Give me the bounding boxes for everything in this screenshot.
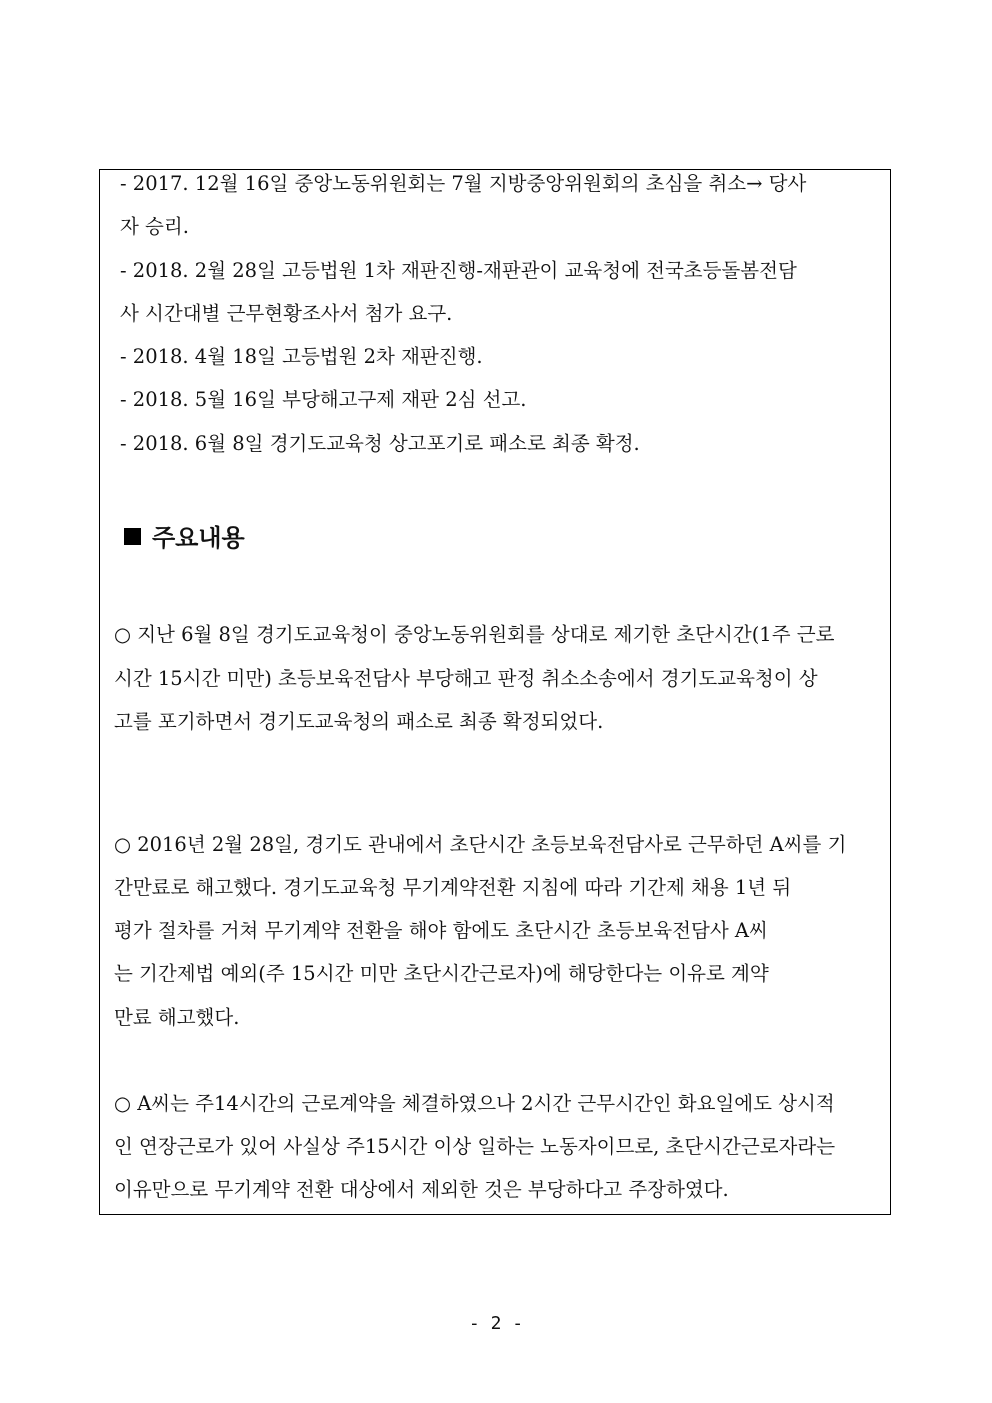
timeline-line: 자 승리. — [120, 215, 189, 238]
timeline-line: - 2018. 2월 28일 고등법원 1차 재판진행-재판관이 교육청에 전국초등돌봄전담 — [120, 259, 797, 282]
paragraph-line: 간만료로 해고했다. 경기도교육청 무기계약전환 지침에 따라 기간제 채용 1년 뒤 — [114, 876, 792, 899]
paragraph-line: ○ A씨는 주14시간의 근로계약을 체결하였으나 2시간 근무시간인 화요일에도 상시적 — [114, 1092, 835, 1115]
paragraph-line: 평가 절차를 거쳐 무기계약 전환을 해야 함에도 초단시간 초등보육전담사 A씨 — [114, 919, 768, 942]
paragraph-line: 시간 15시간 미만) 초등보육전담사 부당해고 판정 취소소송에서 경기도교육청이 상 — [114, 667, 818, 690]
paragraph-line: 만료 해고했다. — [114, 1006, 240, 1029]
timeline-line: - 2018. 5월 16일 부당해고구제 재판 2심 선고. — [120, 388, 527, 411]
paragraph-line: ○ 2016년 2월 28일, 경기도 관내에서 초단시간 초등보육전담사로 근무하던 A씨를 기 — [114, 833, 847, 856]
square-bullet-icon — [124, 528, 141, 545]
content-box — [99, 169, 891, 1215]
section-heading-text: 주요내용 — [152, 524, 245, 552]
paragraph-line: 고를 포기하면서 경기도교육청의 패소로 최종 확정되었다. — [114, 710, 604, 733]
timeline-line: 사 시간대별 근무현황조사서 첨가 요구. — [120, 302, 453, 325]
timeline-line: - 2017. 12월 16일 중앙노동위원회는 7월 지방중앙위원회의 초심을 취소→ 당사 — [120, 172, 807, 195]
section-heading — [124, 521, 245, 555]
paragraph-line: 는 기간제법 예외(주 15시간 미만 초단시간근로자)에 해당한다는 이유로 계약 — [114, 962, 769, 985]
page-number: - 2 - — [468, 1313, 524, 1334]
timeline-line: - 2018. 6월 8일 경기도교육청 상고포기로 패소로 최종 확정. — [120, 432, 640, 455]
paragraph-line: 이유만으로 무기계약 전환 대상에서 제외한 것은 부당하다고 주장하였다. — [114, 1178, 729, 1201]
paragraph-line: 인 연장근로가 있어 사실상 주15시간 이상 일하는 노동자이므로, 초단시간근로자라는 — [114, 1135, 836, 1158]
timeline-line: - 2018. 4월 18일 고등법원 2차 재판진행. — [120, 345, 483, 368]
paragraph-line: ○ 지난 6월 8일 경기도교육청이 중앙노동위원회를 상대로 제기한 초단시간(1주 근로 — [114, 623, 835, 646]
